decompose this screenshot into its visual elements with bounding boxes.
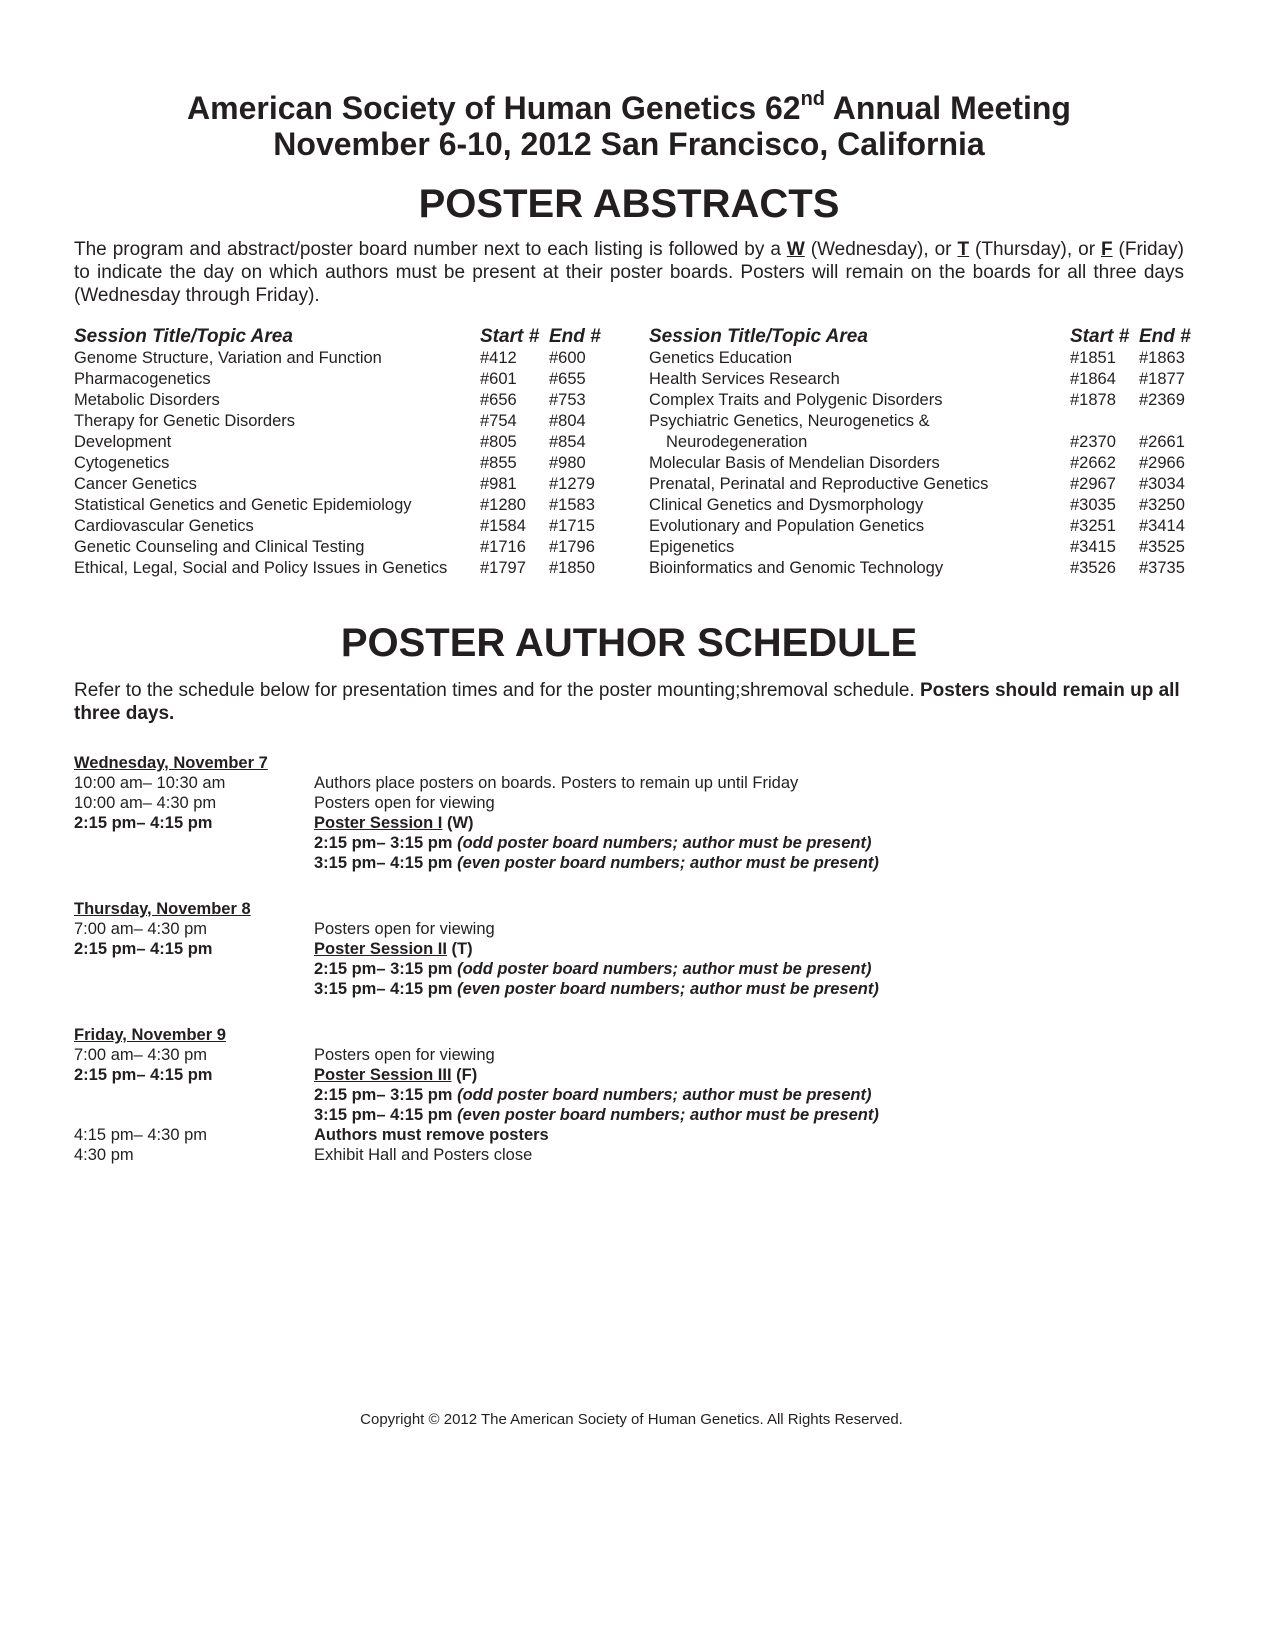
session-row <box>649 537 1184 558</box>
session-start: #412 <box>480 349 517 367</box>
session-row <box>74 432 649 453</box>
session-title: Bioinformatics and Genomic Technology <box>649 559 944 577</box>
schedule-desc: Posters open for viewing <box>314 920 495 938</box>
session-start: #754 <box>480 412 517 430</box>
session-row <box>649 348 1184 369</box>
session-end: #980 <box>549 454 586 472</box>
day-code-t: T <box>957 239 970 260</box>
day-code-f: F <box>1100 239 1113 260</box>
intro-text-1: The program and abstract/poster board number next to each listing is followed by a <box>74 239 787 260</box>
column-header-row <box>74 325 649 348</box>
session-title: Health Services Research <box>649 370 840 388</box>
session-title: Neurodegeneration <box>666 433 808 451</box>
session-start: #1851 <box>1070 349 1116 367</box>
session-start: #981 <box>480 475 517 493</box>
session-label <box>314 939 473 959</box>
slot-note: (odd poster board numbers; author must be present) <box>457 834 872 852</box>
session-name: Poster Session I <box>314 814 443 832</box>
intro-text-4: (Friday) to indicate the day on which authors must be present at their poster boards. Posters will remain on the boards for all three days (Wednesday through Friday). <box>74 239 1184 306</box>
odd-slot <box>314 1085 871 1105</box>
session-row <box>649 558 1184 579</box>
session-end: #753 <box>549 391 586 409</box>
day-code-w: W <box>786 239 805 260</box>
session-row <box>74 516 649 537</box>
even-slot <box>314 979 879 999</box>
session-row <box>74 537 649 558</box>
schedule-time: 2:15 pm– 4:15 pm <box>74 814 213 832</box>
session-row <box>649 474 1184 495</box>
schedule-list <box>74 753 1184 1165</box>
schedule-desc: Authors place posters on boards. Posters to remain up until Friday <box>314 774 799 792</box>
slot-time: 2:15 pm– 3:15 pm <box>314 960 453 978</box>
session-start: #3251 <box>1070 517 1116 535</box>
meeting-title-line2: November 6-10, 2012 San Francisco, California <box>273 126 985 162</box>
schedule-day-thursday <box>74 899 1184 999</box>
session-row <box>649 432 1184 453</box>
copyright-notice: Copyright © 2012 The American Society of Human Genetics. All Rights Reserved. <box>360 1411 903 1428</box>
schedule-desc: Authors must remove posters <box>314 1126 549 1144</box>
session-row <box>74 348 649 369</box>
schedule-row <box>74 1125 1184 1145</box>
session-title: Ethical, Legal, Social and Policy Issues in Genetics <box>74 559 448 577</box>
session-start: #855 <box>480 454 517 472</box>
slot-time: 3:15 pm– 4:15 pm <box>314 854 453 872</box>
session-title: Evolutionary and Population Genetics <box>649 517 925 535</box>
session-end: #804 <box>549 412 586 430</box>
session-end: #600 <box>549 349 586 367</box>
slot-note: (even poster board numbers; author must be present) <box>457 1106 879 1124</box>
session-start: #1584 <box>480 517 526 535</box>
schedule-row <box>74 919 1184 939</box>
session-start: #1797 <box>480 559 526 577</box>
session-end: #1583 <box>549 496 595 514</box>
session-title: Genetics Education <box>649 349 793 367</box>
schedule-row <box>74 1145 1184 1165</box>
session-row <box>649 369 1184 390</box>
header-start: Start # <box>1070 326 1130 347</box>
session-end: #1796 <box>549 538 595 556</box>
session-name: Poster Session II <box>314 940 447 958</box>
schedule-time: 4:15 pm– 4:30 pm <box>74 1126 207 1144</box>
title-line1-pre: American Society of Human Genetics 62 <box>187 90 801 126</box>
session-end: #1877 <box>1139 370 1185 388</box>
session-end: #1715 <box>549 517 595 535</box>
even-slot <box>314 1105 879 1125</box>
session-row <box>74 558 649 579</box>
session-start: #1280 <box>480 496 526 514</box>
session-start: #656 <box>480 391 517 409</box>
session-end: #3250 <box>1139 496 1185 514</box>
header-end: End # <box>549 326 601 347</box>
session-end: #2369 <box>1139 391 1185 409</box>
session-row <box>74 369 649 390</box>
session-title: Metabolic Disorders <box>74 391 220 409</box>
slot-time: 2:15 pm– 3:15 pm <box>314 1086 453 1104</box>
document-page <box>74 88 1191 1165</box>
session-row <box>74 390 649 411</box>
session-row <box>649 390 1184 411</box>
session-row <box>649 453 1184 474</box>
session-title: Therapy for Genetic Disorders <box>74 412 296 430</box>
schedule-row <box>74 773 1184 793</box>
schedule-row <box>74 939 1184 959</box>
session-label <box>314 813 474 833</box>
session-code: (T) <box>446 940 473 958</box>
schedule-time: 10:00 am– 4:30 pm <box>74 794 217 812</box>
session-start: #3035 <box>1070 496 1116 514</box>
session-title: Complex Traits and Polygenic Disorders <box>649 391 943 409</box>
session-end: #854 <box>549 433 586 451</box>
session-code: (W) <box>442 814 474 832</box>
schedule-row <box>74 853 1184 873</box>
session-end: #2661 <box>1139 433 1185 451</box>
session-column-right <box>649 325 1191 579</box>
session-title: Psychiatric Genetics, Neurogenetics & <box>649 412 930 430</box>
session-end: #2966 <box>1139 454 1185 472</box>
session-label <box>314 1065 477 1085</box>
slot-time: 3:15 pm– 4:15 pm <box>314 1106 453 1124</box>
schedule-row <box>74 1085 1184 1105</box>
odd-slot <box>314 959 871 979</box>
poster-abstracts-heading: POSTER ABSTRACTS <box>418 182 840 226</box>
session-end: #1850 <box>549 559 595 577</box>
schedule-row <box>74 813 1184 833</box>
session-title: Prenatal, Perinatal and Reproductive Genetics <box>649 475 989 493</box>
session-end: #3525 <box>1139 538 1185 556</box>
slot-note: (even poster board numbers; author must be present) <box>457 854 879 872</box>
session-end: #3034 <box>1139 475 1185 493</box>
session-row <box>649 495 1184 516</box>
session-row <box>74 495 649 516</box>
session-start: #3415 <box>1070 538 1116 556</box>
session-start: #1878 <box>1070 391 1116 409</box>
poster-author-schedule-heading: POSTER AUTHOR SCHEDULE <box>340 621 918 665</box>
schedule-intro-bold: Posters should remain up all three days. <box>74 680 1180 724</box>
session-row <box>649 516 1184 537</box>
session-end: #655 <box>549 370 586 388</box>
slot-time: 3:15 pm– 4:15 pm <box>314 980 453 998</box>
schedule-time: 4:30 pm <box>74 1146 134 1164</box>
odd-slot <box>314 833 871 853</box>
session-row <box>74 474 649 495</box>
session-title: Genome Structure, Variation and Function <box>74 349 382 367</box>
day-title: Wednesday, November 7 <box>74 754 268 772</box>
schedule-row <box>74 979 1184 999</box>
schedule-time: 7:00 am– 4:30 pm <box>74 1046 207 1064</box>
session-end: #1279 <box>549 475 595 493</box>
schedule-row <box>74 1065 1184 1085</box>
session-title: Clinical Genetics and Dysmorphology <box>649 496 924 514</box>
session-name: Poster Session III <box>314 1066 452 1084</box>
session-row <box>649 411 1184 432</box>
day-title: Friday, November 9 <box>74 1026 226 1044</box>
session-title: Genetic Counseling and Clinical Testing <box>74 538 365 556</box>
session-title: Epigenetics <box>649 538 735 556</box>
header-start: Start # <box>480 326 540 347</box>
schedule-desc: Posters open for viewing <box>314 1046 495 1064</box>
session-title: Cancer Genetics <box>74 475 197 493</box>
session-end: #3735 <box>1139 559 1185 577</box>
schedule-row <box>74 833 1184 853</box>
schedule-time: 10:00 am– 10:30 am <box>74 774 226 792</box>
slot-note: (odd poster board numbers; author must be present) <box>457 960 872 978</box>
session-end: #3414 <box>1139 517 1185 535</box>
slot-note: (odd poster board numbers; author must be present) <box>457 1086 872 1104</box>
abstracts-intro <box>74 238 1184 307</box>
schedule-row <box>74 1045 1184 1065</box>
header-session-title: Session Title/Topic Area <box>74 326 293 347</box>
session-row <box>74 411 649 432</box>
slot-note: (even poster board numbers; author must be present) <box>457 980 879 998</box>
slot-time: 2:15 pm– 3:15 pm <box>314 834 453 852</box>
session-start: #805 <box>480 433 517 451</box>
schedule-day-wednesday <box>74 753 1184 873</box>
schedule-row <box>74 959 1184 979</box>
schedule-intro-text: Refer to the schedule below for presentation times and for the poster mounting;shremoval schedule. <box>74 680 920 701</box>
schedule-intro <box>74 679 1184 725</box>
header-session-title: Session Title/Topic Area <box>649 326 868 347</box>
session-start: #2370 <box>1070 433 1116 451</box>
schedule-time: 2:15 pm– 4:15 pm <box>74 940 213 958</box>
session-start: #3526 <box>1070 559 1116 577</box>
schedule-desc: Exhibit Hall and Posters close <box>314 1146 533 1164</box>
schedule-row <box>74 793 1184 813</box>
session-title: Development <box>74 433 172 451</box>
session-column-left <box>74 325 649 579</box>
title-superscript: nd <box>800 88 826 110</box>
schedule-row <box>74 1105 1184 1125</box>
session-start: #1716 <box>480 538 526 556</box>
title-line1-post: Annual Meeting <box>825 90 1071 126</box>
session-title: Molecular Basis of Mendelian Disorders <box>649 454 940 472</box>
header-end: End # <box>1139 326 1191 347</box>
session-start: #2662 <box>1070 454 1116 472</box>
session-start: #2967 <box>1070 475 1116 493</box>
schedule-time: 7:00 am– 4:30 pm <box>74 920 207 938</box>
session-row <box>74 453 649 474</box>
schedule-desc: Posters open for viewing <box>314 794 495 812</box>
column-header-row <box>649 325 1191 348</box>
session-start: #1864 <box>1070 370 1116 388</box>
meeting-title-line1 <box>187 90 1071 126</box>
meeting-title <box>74 90 1184 162</box>
even-slot <box>314 853 879 873</box>
intro-text-2: (Wednesday), or <box>804 239 958 260</box>
session-title: Cytogenetics <box>74 454 170 472</box>
schedule-time: 2:15 pm– 4:15 pm <box>74 1066 213 1084</box>
session-title: Cardiovascular Genetics <box>74 517 254 535</box>
session-title: Pharmacogenetics <box>74 370 211 388</box>
session-end: #1863 <box>1139 349 1185 367</box>
intro-text-3: (Thursday), or <box>969 239 1101 260</box>
day-title: Thursday, November 8 <box>74 900 251 918</box>
session-start: #601 <box>480 370 517 388</box>
session-table <box>74 325 1191 579</box>
session-code: (F) <box>451 1066 478 1084</box>
session-title: Statistical Genetics and Genetic Epidemiology <box>74 496 412 514</box>
schedule-day-friday <box>74 1025 1184 1165</box>
